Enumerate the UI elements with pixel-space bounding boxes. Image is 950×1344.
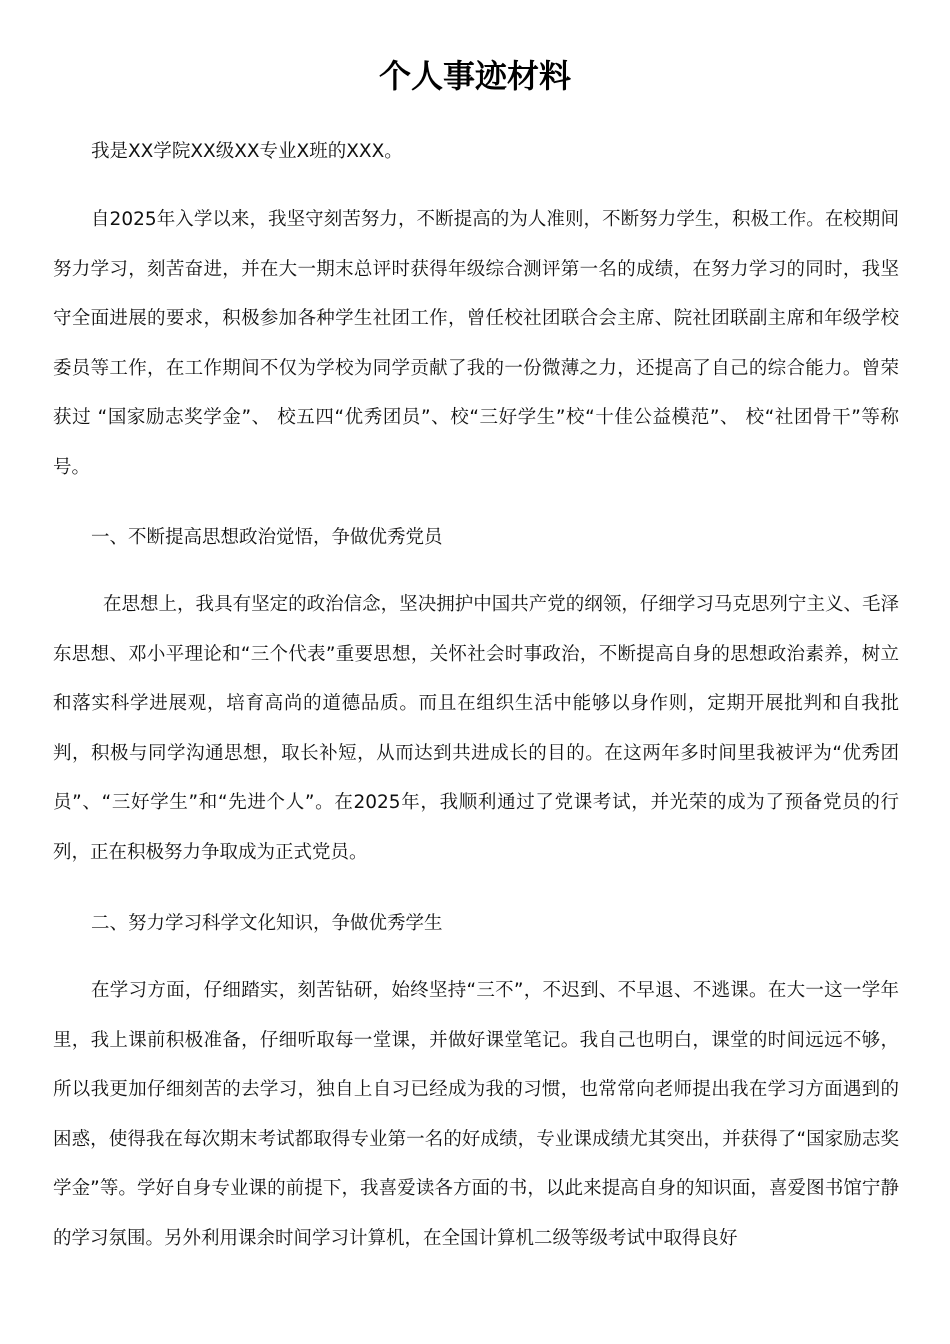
document-title: 个人事迹材料 (378, 57, 571, 95)
paragraph-achievements: 自2025年入学以来，我坚守刻苦努力，不断提高的为人准则，不断努力学生，积极工作。在校期间努力学习，刻苦奋进，并在大一期末总评时获得年级综合测评第一名的成绩，在努力学习的同时，我坚守全面进展的要求，积极参加各种学生社团工作，曾任校社团联合会主席、院社团联副主席和年级学校委员等工作，在工作期间不仅为学校为同学贡献了我的一份微薄之力，还提高了自己的综合能力。曾荣获过 “国家励志奖学金”、 校五四“优秀团员”、校“三好学生”校“十佳公益模范”、 校“社团骨干”等称号。 (53, 209, 899, 478)
intro-paragraph: 我是XX学院XX级XX专业X班的XXX。 (91, 141, 403, 162)
section-heading-political: 一、不断提高思想政治觉悟，争做优秀党员 (91, 527, 443, 548)
paragraph-study: 在学习方面，仔细踏实，刻苦钻研，始终坚持“三不”，不迟到、不早退、不逃课。在大一这一学年里，我上课前积极准备，仔细听取每一堂课，并做好课堂笔记。我自己也明白，课堂的时间远远不够，所以我更加仔细刻苦的去学习，独自上自习已经成为我的习惯，也常常向老师提出我在学习方面遇到的困惑，使得我在每次期末考试都取得专业第一名的好成绩，专业课成绩尤其突出，并获得了“国家励志奖学金”等。学好自身专业课的前提下，我喜爱读各方面的书，以此来提高自身的知识面，喜爱图书馆宁静的学习氛围。另外利用课余时间学习计算机，在全国计算机二级等级考试中取得良好 (53, 980, 899, 1249)
section-heading-study: 二、努力学习科学文化知识，争做优秀学生 (91, 913, 443, 934)
paragraph-political: 在思想上，我具有坚定的政治信念，坚决拥护中国共产党的纲领，仔细学习马克思列宁主义、毛泽东思想、邓小平理论和“三个代表”重要思想，关怀社会时事政治，不断提高自身的思想政治素养，树立和落实科学进展观，培育高尚的道德品质。而且在组织生活中能够以身作则，定期开展批判和自我批判，积极与同学沟通思想，取长补短，从而达到共进成长的目的。在这两年多时间里我被评为“优秀团员”、“三好学生”和“先进个人”。在2025年，我顺利通过了党课考试，并光荣的成为了预备党员的行列，正在积极努力争取成为正式党员。 (53, 594, 899, 863)
